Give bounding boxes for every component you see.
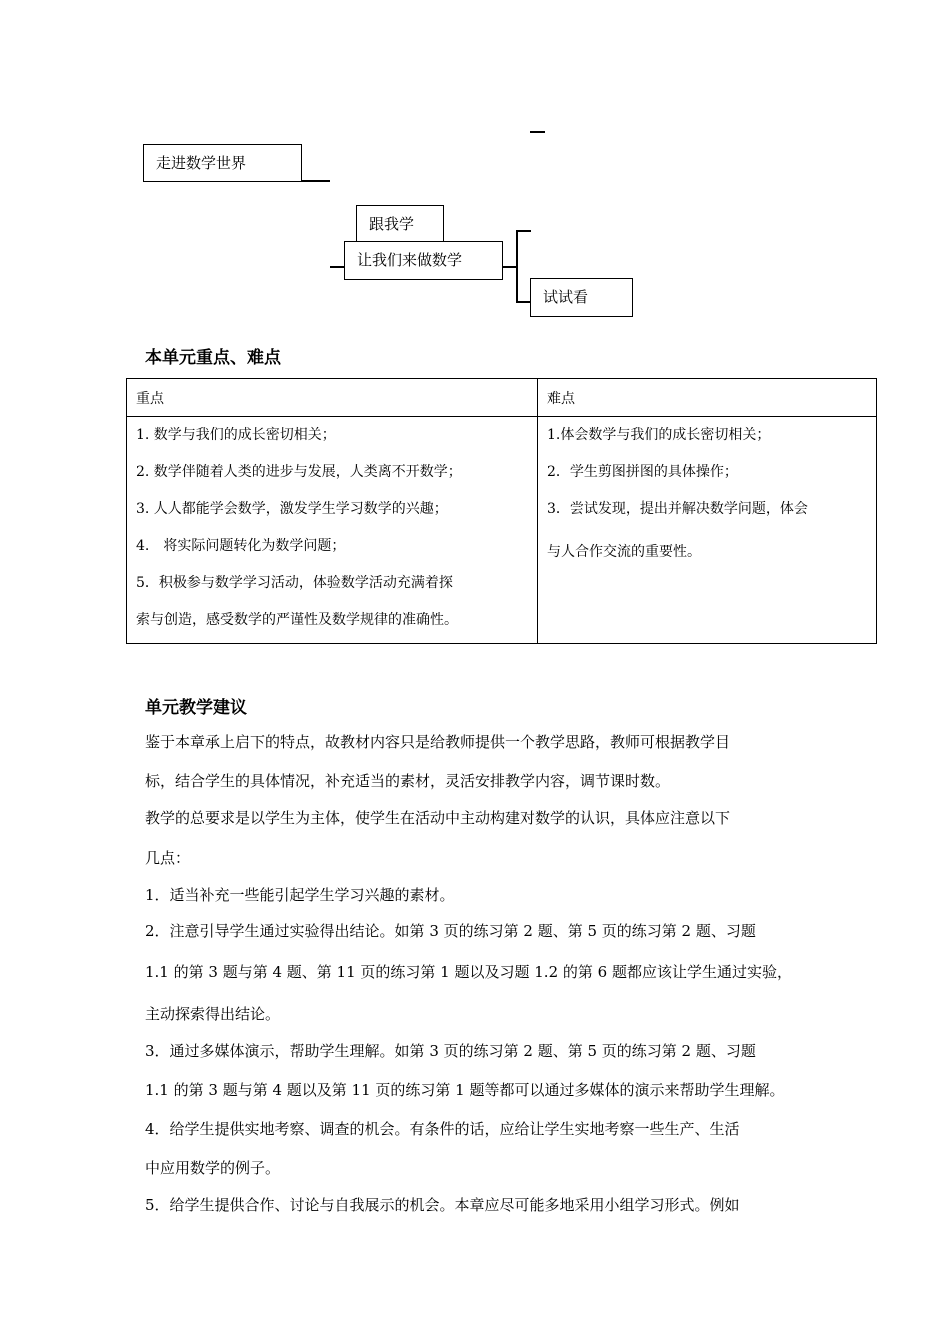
paragraph-line: 中应用数学的例子。 [145, 1159, 281, 1177]
section-teaching-suggestions-title: 单元教学建议 [145, 698, 247, 718]
difficult-point-line: 2．学生剪图拼图的具体操作； [547, 464, 738, 480]
paragraph-line: 5．给学生提供合作、讨论与自我展示的机会。本章应尽可能多地采用小组学习形式。例如 [145, 1196, 740, 1214]
key-point-line: 1. 数学与我们的成长密切相关； [136, 427, 336, 443]
difficult-points-cell [538, 417, 877, 644]
key-point-line: 索与创造，感受数学的严谨性及数学规律的准确性。 [136, 612, 458, 628]
key-points-cell [127, 417, 538, 644]
difficult-point-line: 与人合作交流的重要性。 [547, 544, 701, 560]
paragraph-line: 鉴于本章承上启下的特点，故教材内容只是给教师提供一个教学思路，教师可根据教学目 [145, 733, 731, 751]
diagram-root-connector [302, 180, 330, 182]
key-point-line: 5．积极参与数学学习活动，体验数学活动充满着探 [136, 575, 453, 591]
key-point-line: 2. 数学伴随着人类的进步与发展，人类离不开数学； [136, 464, 462, 480]
key-point-line: 4. 将实际问题转化为数学问题； [136, 538, 346, 554]
paragraph-line: 教学的总要求是以学生为主体，使学生在活动中主动构建对数学的认识，具体应注意以下 [145, 809, 731, 827]
diagram-bracket-top-arm [516, 230, 531, 232]
difficult-point-line: 3．尝试发现，提出并解决数学问题，体会 [547, 501, 808, 517]
diagram-middle-label: 让我们来做数学 [357, 251, 463, 269]
difficult-point-line: 1.体会数学与我们的成长密切相关； [547, 427, 771, 443]
diagram-child-top-box [356, 205, 444, 243]
diagram-child-bottom-label: 试试看 [543, 288, 589, 306]
diagram-child-bottom-box [530, 278, 633, 317]
section-key-difficult-title: 本单元重点、难点 [145, 348, 281, 368]
paragraph-line: 1.1 的第 3 题与第 4 题以及第 11 页的练习第 1 题等都可以通过多媒体的演示来帮助学生理解。 [145, 1081, 785, 1099]
paragraph-line: 1．适当补充一些能引起学生学习兴趣的素材。 [145, 886, 455, 904]
diagram-bracket-bottom-arm [516, 301, 531, 303]
key-point-line: 3. 人人都能学会数学，激发学生学习数学的兴趣； [136, 501, 448, 517]
diagram-bracket-vertical [516, 230, 518, 302]
paragraph-line: 主动探索得出结论。 [145, 1005, 281, 1023]
diagram-middle-right-connector [503, 266, 517, 268]
header-difficult-points: 难点 [538, 379, 877, 417]
table-body-row [127, 417, 877, 644]
paragraph-line: 3．通过多媒体演示，帮助学生理解。如第 3 页的练习第 2 题、第 5 页的练习第 2 题、习题 [145, 1042, 756, 1060]
header-key-points: 重点 [127, 379, 538, 417]
paragraph-line: 1.1 的第 3 题与第 4 题、第 11 页的练习第 1 题以及习题 1.2 的第 6 题都应该让学生通过实验， [145, 963, 792, 981]
paragraph-line: 4．给学生提供实地考察、调查的机会。有条件的话，应给让学生实地考察一些生产、生活 [145, 1120, 740, 1138]
key-difficult-table [126, 378, 877, 644]
table-header-row [127, 379, 877, 417]
paragraph-line: 几点： [145, 849, 191, 867]
diagram-root-box [143, 144, 302, 182]
diagram-root-label: 走进数学世界 [156, 153, 247, 172]
diagram-middle-box [344, 241, 503, 280]
paragraph-line: 标，结合学生的具体情况，补充适当的素材，灵活安排教学内容，调节课时数。 [145, 772, 671, 790]
diagram-middle-left-connector [330, 266, 345, 268]
paragraph-line: 2．注意引导学生通过实验得出结论。如第 3 页的练习第 2 题、第 5 页的练习第 2 题、习题 [145, 922, 756, 940]
diagram-top-dash [530, 131, 545, 133]
diagram-child-top-label: 跟我学 [369, 214, 415, 233]
